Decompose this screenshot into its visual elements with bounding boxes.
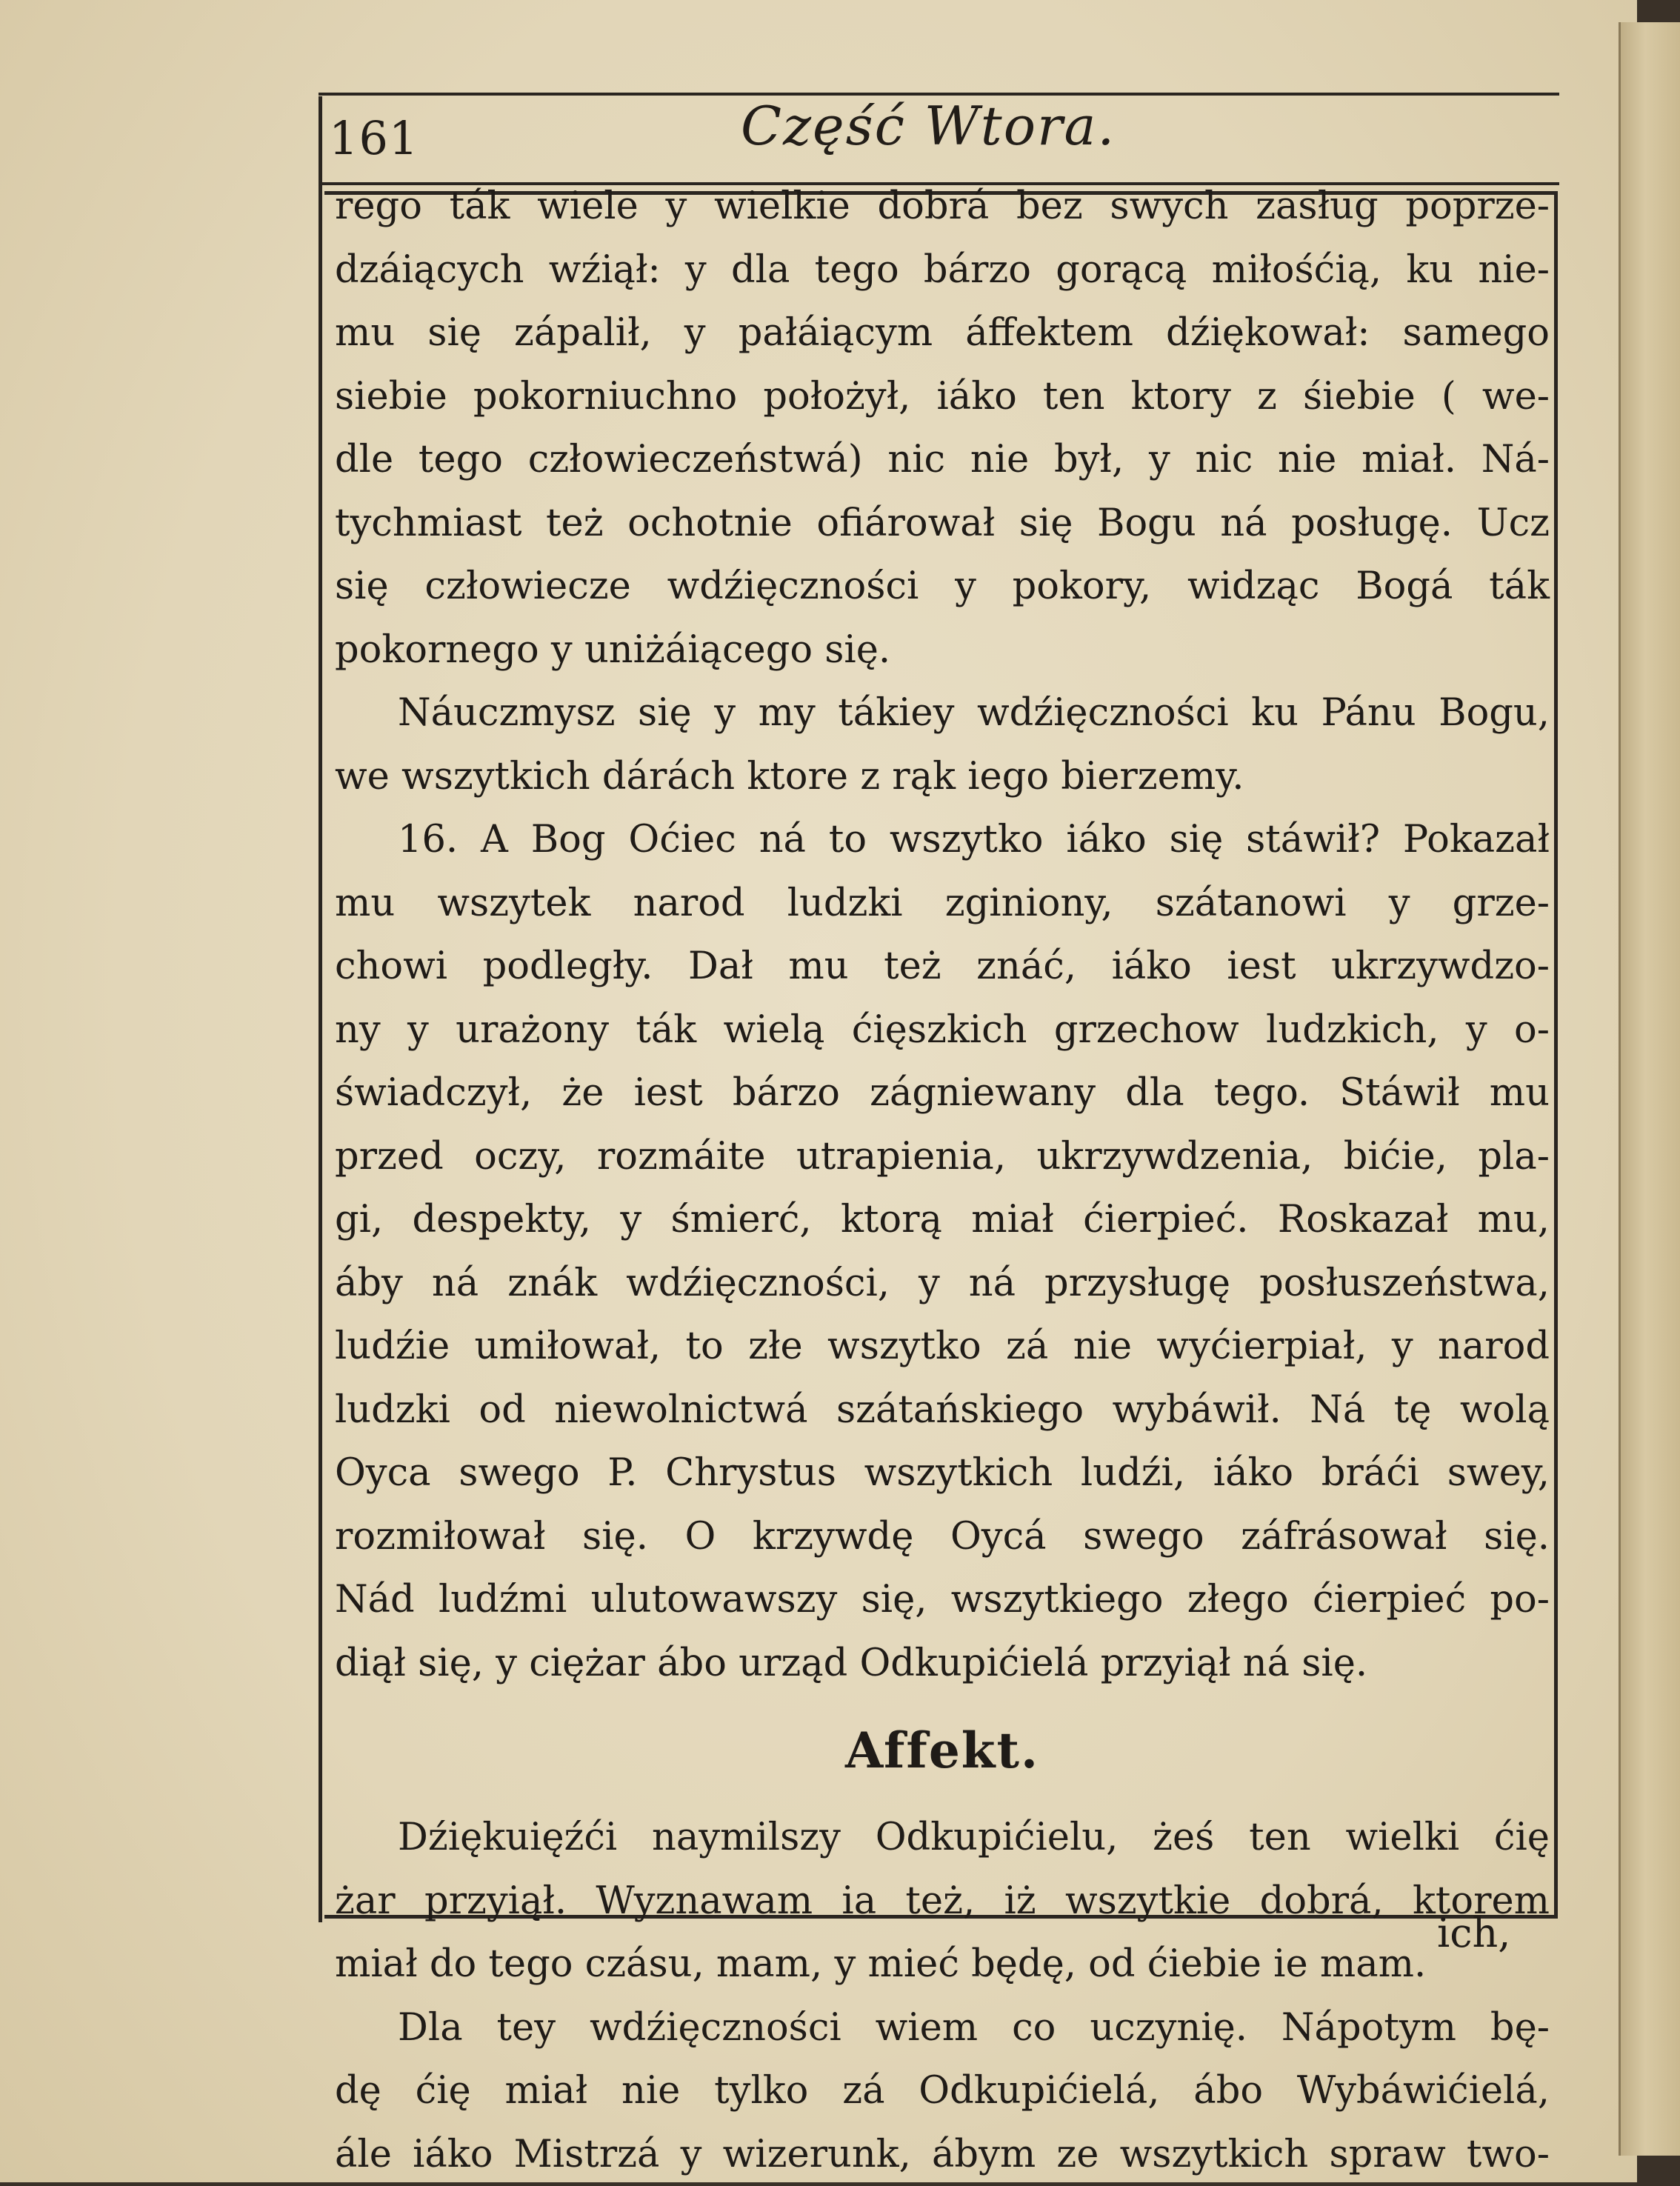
text-line: we wszytkich dárách ktore z rąk iego bierzemy. — [335, 745, 1550, 809]
running-head: Część Wtora. — [741, 95, 1259, 157]
text-line: przed oczy, rozmáite utrapienia, ukrzywdzenia, bićie, pla- — [335, 1125, 1550, 1189]
text-line: tychmiast też ochotnie ofiárował się Bogu ná posługę. Ucz — [335, 492, 1550, 556]
text-line: się człowiecze wdźięczności y pokory, widząc Bogá ták — [335, 555, 1550, 619]
text-line: żar przyiął. Wyznawam ia też, iż wszytkie dobrá, ktorem — [335, 1870, 1550, 1933]
text-line: dle tego człowieczeństwá) nic nie był, y nic nie miał. Ná- — [335, 428, 1550, 492]
text-line: Náuczmysz się y my tákiey wdźięczności ku Pánu Bogu, — [335, 682, 1550, 745]
paragraph-4 — [335, 1806, 1550, 1996]
text-line: áby ná znák wdźięczności, y ná przysługę posłuszeństwa, — [335, 1252, 1550, 1316]
text-line: ále iáko Mistrzá y wizerunk, ábym ze wszytkich spraw two- — [335, 2123, 1550, 2186]
text-line: pokornego y uniżáiącego się. — [335, 619, 1550, 682]
text-line: ludzki od niewolnictwá szátańskiego wybáwił. Ná tę wolą — [335, 1379, 1550, 1442]
text-line: mu wszytek narod ludzki zginiony, szátanowi y grze- — [335, 872, 1550, 936]
text-line: Dźiękuięźći naymilszy Odkupićielu, żeś ten wielki ćię — [335, 1806, 1550, 1870]
text-line: 16. A Bog Oćiec ná to wszytko iáko się stáwił? Pokazał — [335, 808, 1550, 872]
text-line: mu się zápalił, y pałáiącym áffektem dźiękował: samego — [335, 301, 1550, 365]
text-line: Oyca swego P. Chrystus wszytkich ludźi, iáko bráći swey, — [335, 1442, 1550, 1505]
text-line: ludźie umiłował, to złe wszytko zá nie wyćierpiał, y narod — [335, 1315, 1550, 1379]
text-line: chowi podległy. Dał mu też znáć, iáko iest ukrzywdzo- — [335, 935, 1550, 999]
text-line: świadczył, że iest bárzo zágniewany dla tego. Stáwił mu — [335, 1062, 1550, 1125]
paragraph-2 — [335, 682, 1550, 808]
text-line: rego ták wiele y wielkie dobrá bez swych zasług poprze- — [335, 175, 1550, 239]
text-line: rozmiłował się. O krzywdę Oycá swego záfrásował się. — [335, 1505, 1550, 1569]
paragraph-3 — [335, 808, 1550, 1695]
text-line: Dla tey wdźięczności wiem co uczynię. Nápotym bę- — [335, 1996, 1550, 2060]
text-line: miał do tego czásu, mam, y mieć będę, od ćiebie ie mam. — [335, 1933, 1550, 1996]
catchword: ich, — [1437, 1910, 1510, 1956]
left-margin-rule — [319, 96, 322, 1922]
text-line: Nád ludźmi ulutowawszy się, wszytkiego złego ćierpieć po- — [335, 1568, 1550, 1632]
paragraph-1 — [335, 175, 1550, 682]
text-line: dę ćię miał nie tylko zá Odkupićielá, ábo Wybáwićielá, — [335, 2059, 1550, 2123]
text-line: gi, despekty, y śmierć, ktorą miał ćierpieć. Roskazał mu, — [335, 1188, 1550, 1252]
page-number: 161 — [329, 111, 419, 165]
text-line: ny y urażony ták wielą ćięszkich grzechow ludzkich, y o- — [335, 999, 1550, 1062]
text-line: dzáiących wźiął: y dla tego bárzo gorącą miłośćią, ku nie- — [335, 239, 1550, 302]
body-text — [335, 175, 1550, 2186]
adjacent-page-edge — [1619, 22, 1680, 2156]
section-heading: Affekt. — [335, 1695, 1550, 1806]
text-line: siebie pokorniuchno położył, iáko ten ktory z śiebie ( we- — [335, 365, 1550, 429]
text-line: diął się, y ciężar ábo urząd Odkupićielá przyiął ná się. — [335, 1632, 1550, 1696]
paragraph-5 — [335, 1996, 1550, 2186]
